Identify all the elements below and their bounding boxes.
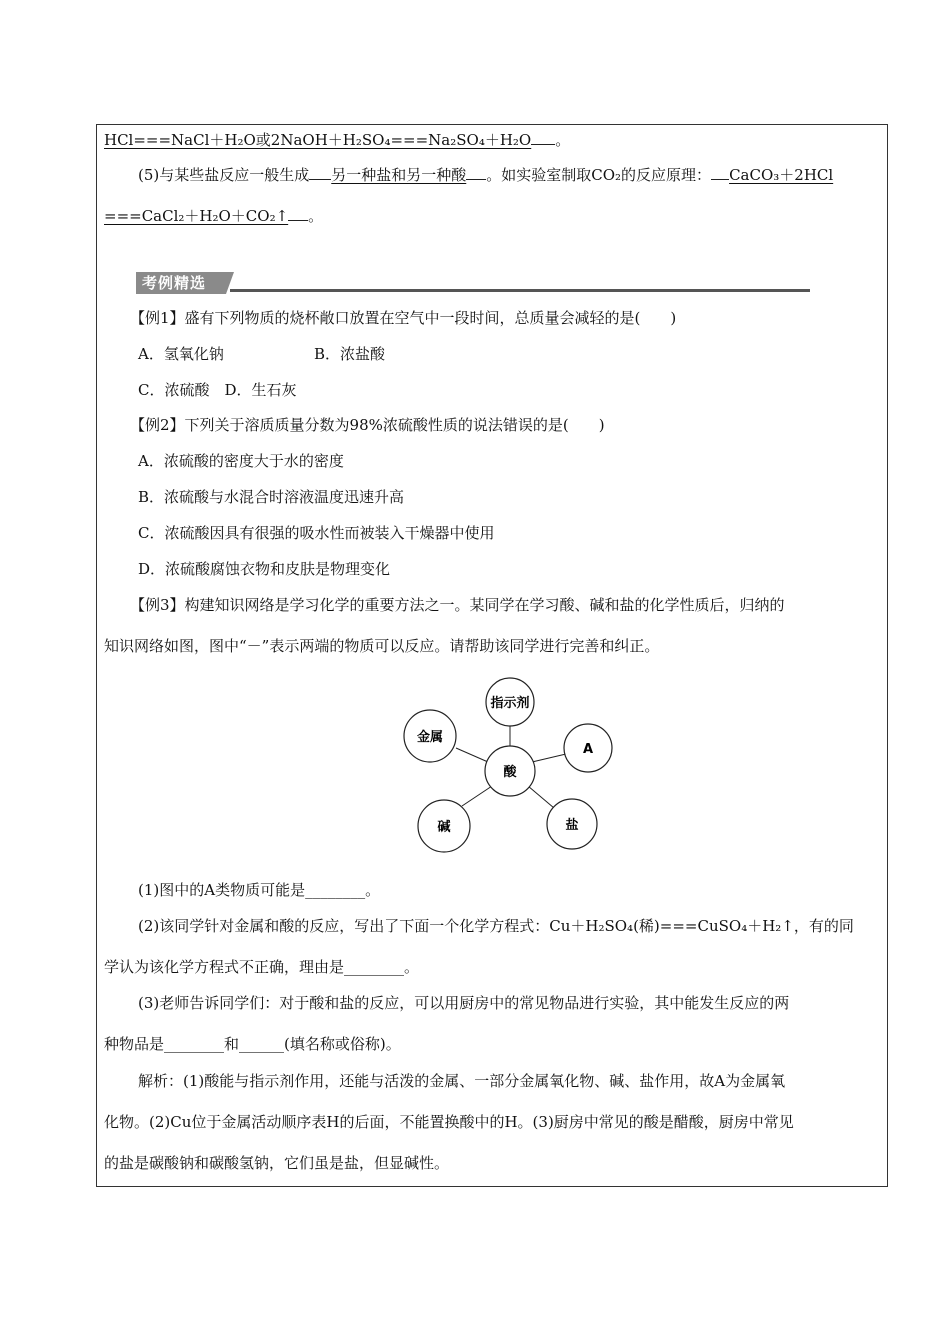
node-indicator-label: 指示剂 xyxy=(490,696,530,711)
edge-acid-a xyxy=(532,754,566,762)
answer-equation-neutralization: HCl===NaCl＋H₂O或2NaOH＋H₂SO₄===Na₂SO₄＋H₂O xyxy=(104,131,532,149)
section-title: 考例精选 xyxy=(136,272,226,294)
example-3-question-1: (1)图中的A类物质可能是________。 xyxy=(138,881,381,899)
example-3-question-3a: (3)老师告诉同学们：对于酸和盐的反应，可以用厨房中的常见物品进行实验，其中能发生反应的两 xyxy=(138,994,790,1012)
analysis-line-1: 解析：(1)酸能与指示剂作用，还能与活泼的金属、一部分金属氧化物、碱、盐作用，故A为金属氧 xyxy=(138,1072,786,1090)
example-1-option-a: A．氢氧化钠 xyxy=(138,345,224,363)
example-2-option-b: B．浓硫酸与水混合时溶液温度迅速升高 xyxy=(138,488,405,506)
edge-acid-metal xyxy=(456,748,488,762)
example-2-option-d: D．浓硫酸腐蚀衣物和皮肤是物理变化 xyxy=(138,560,391,578)
node-salt-label: 盐 xyxy=(565,818,579,833)
section-header xyxy=(136,272,810,294)
answer-salt-acid: 另一种盐和另一种酸 xyxy=(331,166,467,184)
edge-acid-base xyxy=(462,786,492,806)
example-3-stem-2: 知识网络如图，图中“－”表示两端的物质可以反应。请帮助该同学进行完善和纠正。 xyxy=(104,637,660,655)
answer-caco3-equation-part2: ===CaCl₂＋H₂O＋CO₂↑ xyxy=(104,207,289,225)
item-5-line: (5)与某些盐反应一般生成 另一种盐和另一种酸 。如实验室制取CO₂的反应原理： CaCO₃＋2HCl xyxy=(138,166,834,184)
example-3-stem-1: 【例3】构建知识网络是学习化学的重要方法之一。某同学在学习酸、碱和盐的化学性质后，归纳的 xyxy=(130,596,785,614)
example-1-option-cd: C．浓硫酸 D．生石灰 xyxy=(138,381,297,399)
answer-caco3-equation-part1: CaCO₃＋2HCl xyxy=(729,166,834,184)
example-1-option-b: B．浓盐酸 xyxy=(314,345,386,363)
example-2-option-a: A．浓硫酸的密度大于水的密度 xyxy=(138,452,344,470)
analysis-line-2: 化物。(2)Cu位于金属活动顺序表H的后面，不能置换酸中的H。(3)厨房中常见的酸是醋酸，厨房中常见 xyxy=(104,1113,794,1131)
example-3-question-2a: (2)该同学针对金属和酸的反应，写出了下面一个化学方程式：Cu＋H₂SO₄(稀)===CuSO₄＋H₂↑，有的同 xyxy=(138,917,854,935)
node-base-label: 碱 xyxy=(437,820,451,835)
equation-line-1: HCl===NaCl＋H₂O或2NaOH＋H₂SO₄===Na₂SO₄＋H₂O 。 xyxy=(104,131,571,149)
node-metal-label: 金属 xyxy=(416,730,444,745)
example-3-question-3b: 种物品是________和______(填名称或俗称)。 xyxy=(104,1035,401,1053)
example-2-option-c: C．浓硫酸因具有很强的吸水性而被装入干燥器中使用 xyxy=(138,524,495,542)
acid-knowledge-network-diagram xyxy=(400,676,620,856)
example-1-stem: 【例1】盛有下列物质的烧杯敞口放置在空气中一段时间，总质量会减轻的是( ) xyxy=(130,309,677,327)
example-3-question-2b: 学认为该化学方程式不正确，理由是________。 xyxy=(104,958,420,976)
analysis-line-3: 的盐是碳酸钠和碳酸氢钠，它们虽是盐，但显碱性。 xyxy=(104,1154,450,1172)
edge-acid-salt xyxy=(528,786,554,808)
item-5-line-2: ===CaCl₂＋H₂O＋CO₂↑ 。 xyxy=(104,207,324,225)
example-2-stem: 【例2】下列关于溶质质量分数为98%浓硫酸性质的说法错误的是( ) xyxy=(130,416,605,434)
node-acid-label: 酸 xyxy=(503,765,517,780)
section-rule xyxy=(230,289,810,292)
node-a-label: A xyxy=(582,742,594,757)
